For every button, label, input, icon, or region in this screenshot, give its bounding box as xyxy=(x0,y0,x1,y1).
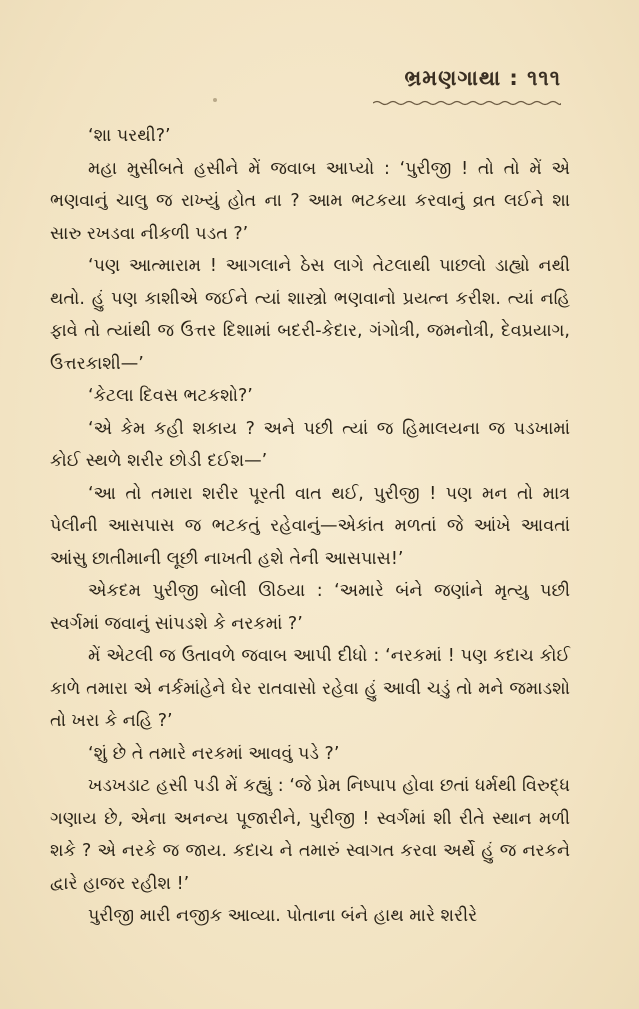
paragraph: ‘કેટલા દિવસ ભટકશો?’ xyxy=(88,386,253,406)
paragraph: મેં એટલી જ ઉતાવળે જવાબ આપી દીધો : ‘નરકમાં ! પણ કદાચ કોઈ કાળે તમારા એ નર્કમાંહેને ઘેર રાતવાસો રહેવા હું આવી ચડું તો મને જમાડશો તો ખરા કે નહિ ?’ xyxy=(50,646,570,731)
paragraph: ‘આ તો તમારા શરીર પૂરતી વાત થઈ, પુરીજી ! પણ મન તો માત્ર પેલીની આસપાસ જ ભટકતું રહેવાનું—એકાંત મળતાં જે આંખે આવતાં આંસુ છાતીમાની લૂછી નાખતી હશે તેની આસપાસ!’ xyxy=(50,483,570,569)
paragraph: પુરીજી મારી નજીક આવ્યા. પોતાના બંને હાથ મારે શરીરે xyxy=(88,906,478,926)
paragraph: ખડખડાટ હસી પડી મેં કહ્યું : ‘જે પ્રેમ નિષ્પાપ હોવા છતાં ધર્મથી વિરુદ્ધ ગણાય છે, એના અનન્ય પૂજારીને, પુરીજી ! સ્વર્ગમાં શી રીતે સ્થાન મળી શકે ? એ નરકે જ જાય. કદાચ ને તમારું સ્વાગત કરવા અર્થે હું જ નરકને દ્વારે હાજર રહીશ !’ xyxy=(50,776,570,894)
paragraph: ‘પણ આત્મારામ ! આગલાને ઠેસ લાગે તેટલાથી પાછલો ડાહ્યો નથી થતો. હું પણ કાશીએ જઈને ત્યાં શાસ્ત્રો ભણવાનો પ્રયત્ન કરીશ. ત્યાં નહિ ફાવે તો ત્યાંથી જ ઉત્તર દિશામાં બદરી-કેદાર, ગંગોત્રી, જમનોત્રી, દેવપ્રયાગ, ઉત્તરકાશી—’ xyxy=(50,256,570,374)
paragraph: એકદમ પુરીજી બોલી ઊઠયા : ‘અમારે બંને જણાંને મૃત્યુ પછી સ્વર્ગમાં જવાનું સાંપડશે કે નરકમાં ?’ xyxy=(50,581,570,634)
print-speck xyxy=(213,98,217,102)
running-head-wavy-rule xyxy=(373,100,561,106)
paragraph: ‘એ કેમ કહી શકાય ? અને પછી ત્યાં જ હિમાલયના જ પડખામાં કોઈ સ્થળે શરીર છોડી દઈશ—’ xyxy=(50,418,570,471)
paragraph: મહા મુસીબતે હસીને મેં જવાબ આપ્યો : ‘પુરીજી ! તો તો મેં એ ભણવાનું ચાલુ જ રાખ્યું હોત ના ? આમ ભટકયા કરવાનું વ્રત લઈને શા સારુ રખડવા નીકળી પડત ?’ xyxy=(50,158,570,244)
paragraph: ‘શા પરથી?’ xyxy=(88,126,171,146)
body-text xyxy=(50,120,570,933)
paragraph: ‘શું છે તે તમારે નરકમાં આવવું પડે ?’ xyxy=(88,743,340,764)
running-head: ભ્રમણગાથા : ૧૧૧ xyxy=(404,66,561,90)
